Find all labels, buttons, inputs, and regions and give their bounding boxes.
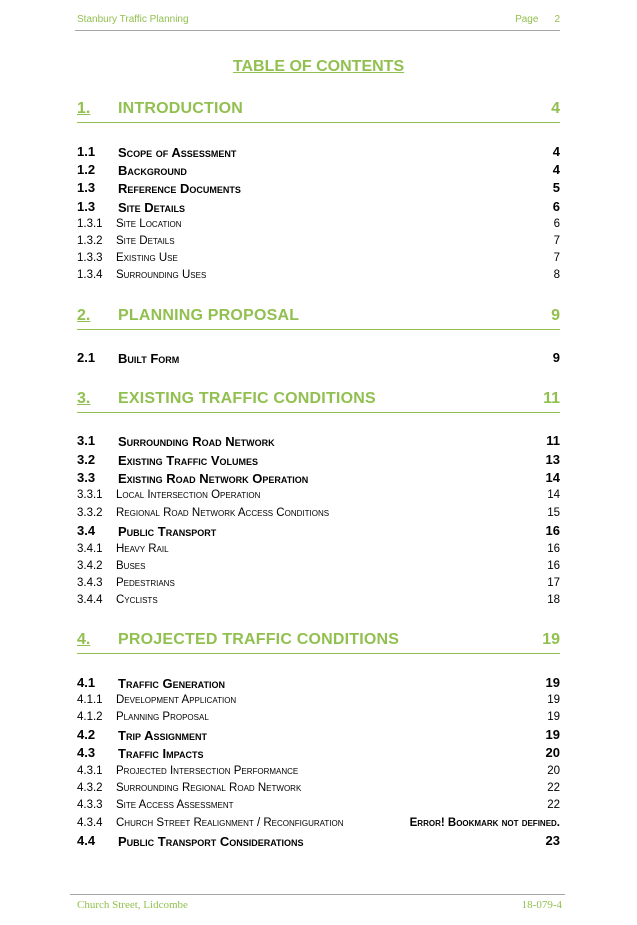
toc-entry-level3[interactable] [77,489,560,505]
toc-entry-label: Development Application [116,694,237,706]
toc-entry-label: Regional Road Network Access Conditions [116,507,330,519]
header-page-number: 2 [554,14,560,25]
toc-entry-label: Pedestrians [116,577,175,589]
toc-entry-label: Site Details [116,235,175,247]
toc-entry-label: INTRODUCTION [118,100,244,117]
toc-entry-label: Scope of Assessment [118,145,237,160]
toc-entry-page: 13 [545,452,560,467]
toc-entry-number: 3.3.1 [77,489,103,501]
toc-entry-label: Surrounding Uses [116,269,207,281]
toc-entry-label: Surrounding Road Network [118,434,275,449]
toc-entry-label: Existing Use [116,252,178,264]
toc-entry-level3[interactable] [77,817,560,833]
toc-entry-number: 4.4 [77,833,96,848]
page-header [75,14,560,31]
toc-entry-page: 18 [547,594,560,606]
toc-entry-number: 4.3 [77,745,96,760]
toc-entry-level3[interactable] [77,711,560,727]
toc-title: TABLE OF CONTENTS [232,58,405,75]
toc-entry-page: 4 [552,144,560,159]
toc-entry-number: 3. [77,390,91,407]
toc-entry-number: 4.3.4 [77,817,103,829]
toc-entry-page: 19 [545,727,560,742]
toc-entry-level3[interactable] [77,694,560,710]
toc-entry-page: 8 [553,269,560,281]
toc-entry-page: 20 [547,765,560,777]
toc-entry-number: 2.1 [77,350,96,365]
toc-entry-number: 1.1 [77,144,96,159]
toc-entry-level2[interactable] [77,452,560,470]
toc-entry-page: 23 [545,833,560,848]
toc-entry-label: Trip Assignment [118,728,207,743]
toc-entry-level2[interactable] [77,199,560,217]
toc-entry-page: 11 [546,433,560,448]
footer-reference: 18-079-4 [521,899,562,911]
toc-entry-number: 4. [77,631,91,648]
toc-entry-level2[interactable] [77,433,560,451]
toc-entry-number: 1. [77,100,91,117]
toc-entry-number: 1.3 [77,180,96,195]
toc-entry-page: 20 [545,745,560,760]
toc-entry-page: 4 [551,100,560,117]
toc-entry-label: Projected Intersection Performance [116,765,299,777]
toc-entry-number: 3.1 [77,433,96,448]
header-company: Stanbury Traffic Planning [77,14,189,25]
toc-entry-number: 2. [77,307,91,324]
toc-entry-level1[interactable] [77,631,560,654]
toc-entry-level1[interactable] [77,307,560,330]
toc-entry-page: 6 [552,199,560,214]
toc-entry-label: Church Street Realignment / Reconfiguration [116,817,344,829]
toc-entry-number: 3.3 [77,470,96,485]
toc-entry-label: Local Intersection Operation [116,489,261,501]
toc-entry-label: Site Location [116,218,182,230]
toc-entry-number: 3.2 [77,452,96,467]
toc-entry-page: 9 [552,350,560,365]
toc-entry-page: 19 [547,711,560,723]
toc-entry-level3[interactable] [77,218,560,234]
toc-entry-number: 3.4.4 [77,594,103,606]
footer-address: Church Street, Lidcombe [77,899,188,911]
toc-entry-label: Public Transport [118,524,217,539]
toc-entry-number: 1.3.2 [77,235,103,247]
toc-entry-number: 3.4.3 [77,577,103,589]
toc-entry-number: 3.4 [77,523,96,538]
toc-entry-label: Buses [116,560,146,572]
toc-entry-number: 1.3.1 [77,218,103,230]
toc-entry-page: 14 [547,489,560,501]
toc-entry-number: 3.4.2 [77,560,103,572]
toc-entry-number: 3.4.1 [77,543,103,555]
toc-entry-number: 4.1.1 [77,694,103,706]
toc-entry-page: 19 [547,694,560,706]
toc-entry-number: 4.3.2 [77,782,103,794]
toc-entry-level2[interactable] [77,350,560,368]
toc-entry-level3[interactable] [77,252,560,268]
toc-entry-level3[interactable] [77,235,560,251]
toc-entry-label: Built Form [118,351,180,366]
toc-entry-label: Existing Road Network Operation [118,471,309,486]
toc-entry-level3[interactable] [77,799,560,815]
toc-entry-level1[interactable] [77,100,560,123]
toc-entry-level3[interactable] [77,507,560,523]
toc-entry-number: 1.2 [77,162,96,177]
toc-entry-page: 7 [553,235,560,247]
toc-entry-number: 4.3.1 [77,765,103,777]
toc-entry-page: 22 [547,782,560,794]
toc-entry-page: 4 [552,162,560,177]
toc-entry-level2[interactable] [77,470,560,488]
toc-entry-page: 5 [552,180,560,195]
toc-entry-label: Reference Documents [118,181,241,196]
toc-entry-page: 9 [551,307,560,324]
header-page-label: Page [515,14,539,25]
toc-entry-label: Existing Traffic Volumes [118,453,259,468]
toc-entry-number: 3.3.2 [77,507,103,519]
toc-entry-page: 11 [543,390,560,407]
toc-entry-level2[interactable] [77,833,560,851]
toc-entry-page: 16 [547,560,560,572]
toc-entry-page: 16 [547,543,560,555]
toc-entry-level2[interactable] [77,162,560,180]
toc-entry-level3[interactable] [77,269,560,285]
toc-entry-number: 1.3.3 [77,252,103,264]
toc-entry-number: 4.1 [77,675,96,690]
header-page [515,14,560,25]
toc-entry-error: Error! Bookmark not defined. [409,817,560,829]
toc-entry-page: 19 [545,675,560,690]
toc-entry-label: Traffic Impacts [118,746,204,761]
toc-entry-page: 14 [545,470,560,485]
toc-entry-page: 22 [547,799,560,811]
toc-entry-label: PROJECTED TRAFFIC CONDITIONS [118,631,400,648]
toc-entry-label: Surrounding Regional Road Network [116,782,302,794]
toc-entry-level2[interactable] [77,675,560,693]
toc-entry-page: 17 [547,577,560,589]
toc-entry-level2[interactable] [77,144,560,162]
toc-entry-level3[interactable] [77,782,560,798]
toc-entry-label: Background [118,163,187,178]
toc-entry-level3[interactable] [77,543,560,559]
toc-entry-label: Cyclists [116,594,158,606]
toc-entry-level3[interactable] [77,577,560,593]
toc-entry-number: 1.3.4 [77,269,103,281]
toc-entry-level3[interactable] [77,560,560,576]
toc-entry-label: Site Access Assessment [116,799,234,811]
toc-entry-label: PLANNING PROPOSAL [118,307,300,324]
toc-entry-number: 4.3.3 [77,799,103,811]
toc-entry-level3[interactable] [77,765,560,781]
toc-entry-label: Planning Proposal [116,711,209,723]
page-footer [70,894,565,915]
toc-entry-level1[interactable] [77,390,560,413]
toc-entry-label: Traffic Generation [118,676,225,691]
toc-entry-level2[interactable] [77,745,560,763]
toc-entry-level2[interactable] [77,523,560,541]
toc-entry-level2[interactable] [77,180,560,198]
toc-entry-label: Public Transport Considerations [118,834,304,849]
toc-entry-page: 16 [545,523,560,538]
toc-entry-label: EXISTING TRAFFIC CONDITIONS [118,390,376,407]
toc-entry-number: 4.1.2 [77,711,103,723]
toc-entry-page: 7 [553,252,560,264]
toc-entry-number: 1.3 [77,199,96,214]
toc-entry-number: 4.2 [77,727,96,742]
toc-entry-page: 19 [542,631,560,648]
toc-entry-page: 15 [547,507,560,519]
toc-entry-level3[interactable] [77,594,560,610]
toc-entry-label: Heavy Rail [116,543,169,555]
toc-entry-page: 6 [553,218,560,230]
toc-entry-label: Site Details [118,200,186,215]
toc-entry-level2[interactable] [77,727,560,745]
